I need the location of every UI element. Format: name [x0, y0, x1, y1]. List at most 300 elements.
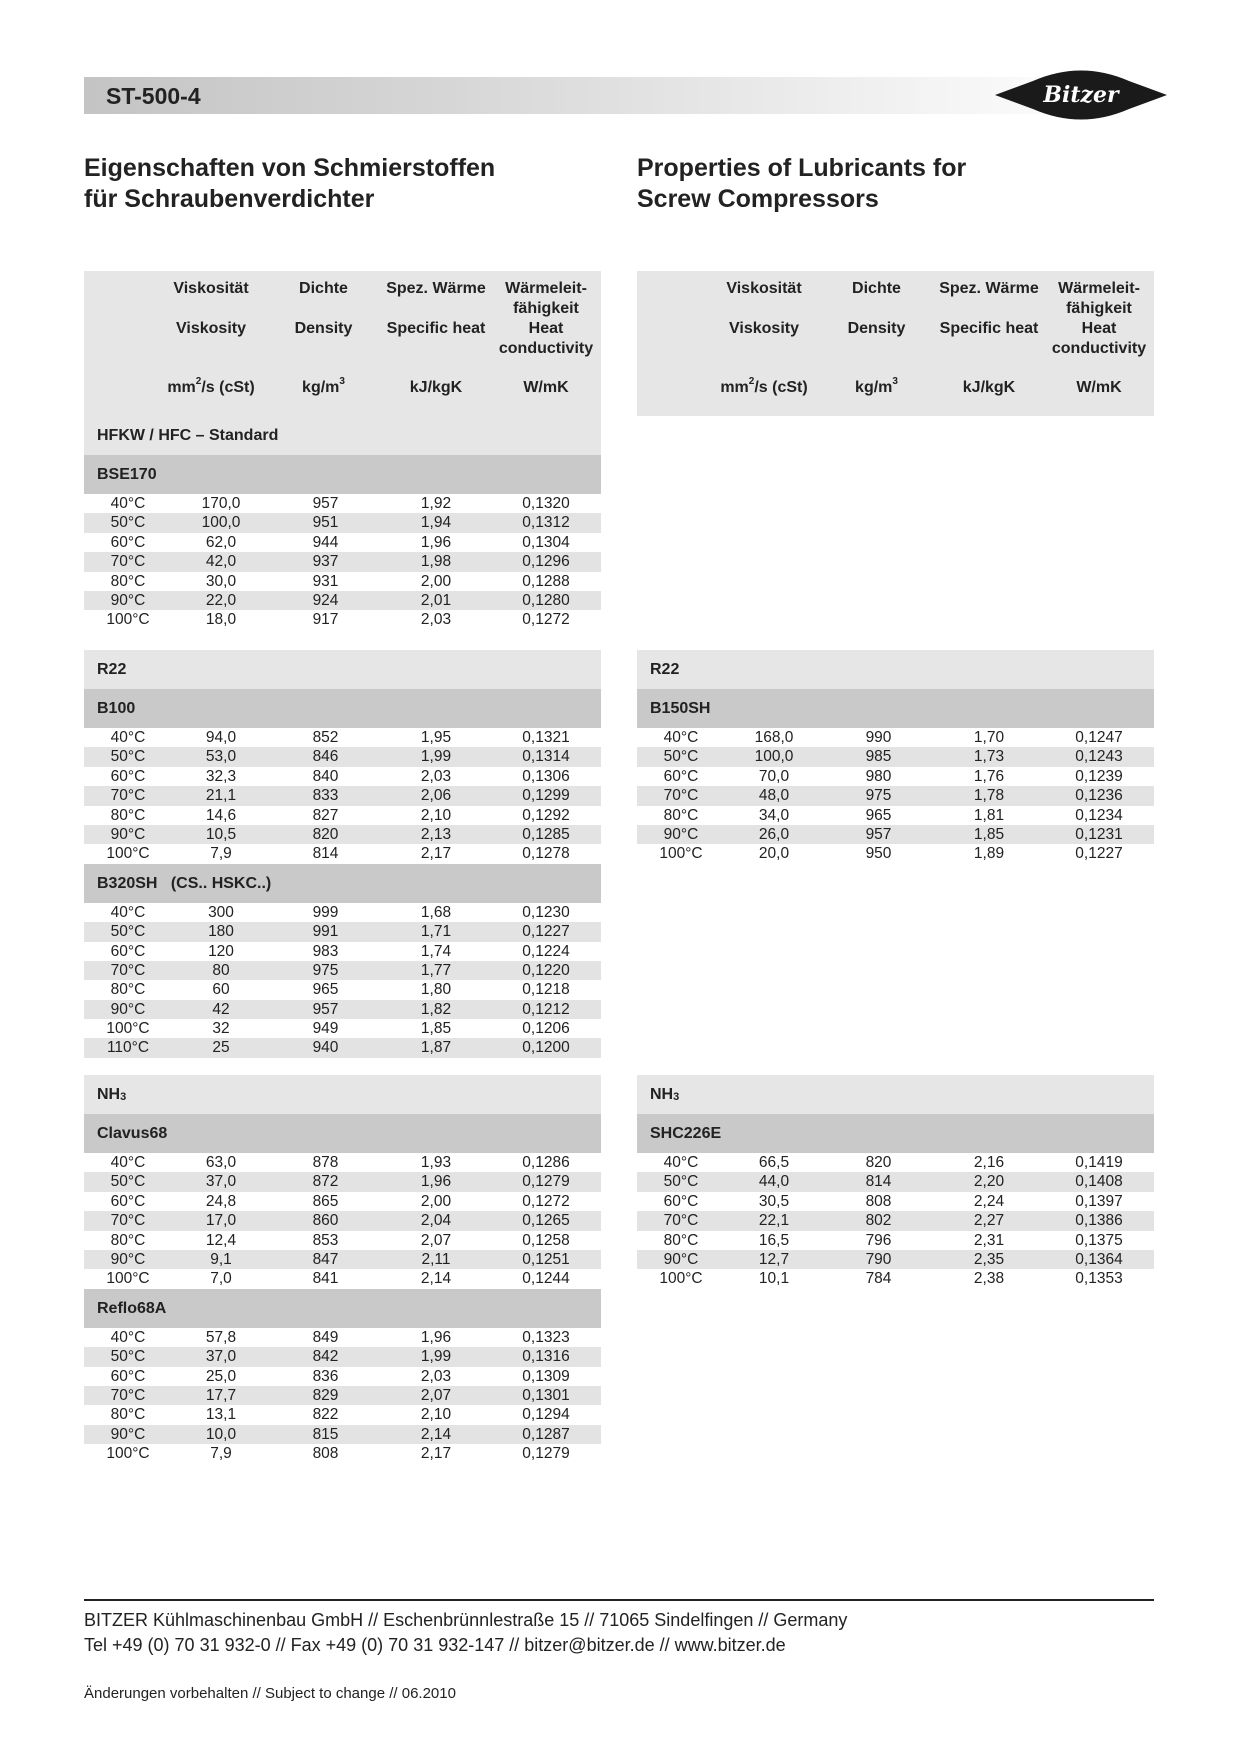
cell-density: 847	[312, 1250, 339, 1268]
unit-viscosity: $mm^2/s$ (cSt)	[720, 375, 808, 396]
cell-density: 808	[865, 1192, 892, 1210]
table-b150sh	[637, 728, 1154, 864]
table-row	[84, 1386, 601, 1405]
cell-temperature: 60°C	[663, 1192, 699, 1210]
cell-viscosity: 44,0	[758, 1173, 790, 1191]
cell-viscosity: 60	[212, 981, 230, 999]
title-english	[637, 153, 966, 215]
oil-heading-b150sh: B150SH	[637, 689, 1154, 728]
cell-conductivity: 0,1230	[522, 903, 570, 921]
table-row	[84, 980, 601, 999]
cell-conductivity: 0,1278	[522, 845, 570, 863]
cell-conductivity: 0,1312	[522, 514, 570, 532]
cell-temperature: 50°C	[110, 748, 146, 766]
cell-viscosity: 10,0	[205, 1425, 237, 1443]
table-row	[84, 942, 601, 961]
cell-temperature: 100°C	[106, 1020, 150, 1038]
cell-temperature: 80°C	[110, 1406, 146, 1424]
col-density-de: Dichte	[299, 280, 348, 297]
cell-density: 820	[865, 1154, 892, 1171]
col-conductivity-en: Heat conductivity	[1051, 320, 1147, 357]
title-german-line1: Eigenschaften von Schmierstoffen	[84, 154, 496, 182]
table-row	[637, 786, 1154, 805]
unit-density: $kg/m^3$	[855, 375, 898, 396]
cell-temperature: 90°C	[110, 1000, 146, 1018]
cell-conductivity: 0,1212	[522, 1000, 570, 1018]
cell-temperature: 80°C	[110, 1231, 146, 1249]
footer-address: BITZER Kühlmaschinenbau GmbH // Eschenbrünnlestraße 15 // 71065 Sindelfingen // Germany	[84, 1610, 848, 1630]
cell-temperature: 70°C	[110, 553, 146, 571]
cell-density: 965	[865, 806, 892, 824]
cell-specific-heat: 2,17	[420, 845, 452, 863]
table-row	[84, 1019, 601, 1038]
cell-conductivity: 0,1316	[522, 1348, 570, 1366]
cell-density: 784	[865, 1270, 892, 1288]
col-specific-heat-en: Specific heat	[939, 320, 1039, 337]
table-row	[637, 1192, 1154, 1211]
cell-viscosity: 30,5	[758, 1192, 790, 1210]
cell-specific-heat: 2,31	[973, 1231, 1005, 1249]
cell-viscosity: 168,0	[754, 729, 794, 746]
cell-temperature: 100°C	[659, 1270, 703, 1288]
table-row	[84, 961, 601, 980]
cell-viscosity: 22,0	[205, 591, 237, 609]
cell-viscosity: 80	[212, 961, 230, 979]
table-row	[84, 494, 601, 513]
cell-density: 924	[312, 591, 339, 609]
cell-density: 865	[312, 1192, 339, 1210]
cell-conductivity: 0,1234	[1075, 806, 1123, 824]
cell-density: 937	[312, 553, 339, 571]
table-row	[84, 1444, 601, 1463]
unit-density: $kg/m^3$	[302, 375, 345, 396]
cell-conductivity: 0,1227	[522, 923, 570, 941]
document-id: ST-500-4	[106, 83, 201, 109]
table-row	[84, 747, 601, 766]
cell-viscosity: 57,8	[205, 1328, 237, 1346]
cell-temperature: 70°C	[663, 787, 699, 805]
table-row	[84, 806, 601, 825]
cell-temperature: 80°C	[110, 981, 146, 999]
cell-viscosity: 120	[208, 942, 234, 960]
cell-conductivity: 0,1218	[522, 981, 570, 999]
table-row	[637, 825, 1154, 844]
cell-specific-heat: 2,38	[973, 1270, 1005, 1288]
table-row	[84, 922, 601, 941]
table-row	[84, 786, 601, 805]
table-row	[84, 1269, 601, 1288]
table-row	[637, 1153, 1154, 1172]
table-row	[637, 1211, 1154, 1230]
cell-conductivity: 0,1408	[1075, 1173, 1123, 1191]
col-viscosity-de: Viskosität	[173, 280, 249, 297]
cell-density: 814	[312, 845, 339, 863]
cell-temperature: 70°C	[110, 961, 146, 979]
cell-specific-heat: 2,00	[420, 572, 452, 590]
table-row	[84, 825, 601, 844]
cell-viscosity: 7,9	[210, 1445, 232, 1463]
cell-specific-heat: 2,01	[420, 591, 452, 609]
unit-specific-heat: kJ/kgK	[962, 379, 1016, 396]
cell-temperature: 90°C	[110, 825, 146, 843]
table-row	[637, 1231, 1154, 1250]
cell-viscosity: 12,7	[758, 1250, 790, 1268]
cell-density: 822	[312, 1406, 339, 1424]
cell-conductivity: 0,1280	[522, 591, 570, 609]
col-specific-heat-de: Spez. Wärme	[939, 280, 1039, 297]
cell-density: 949	[312, 1020, 339, 1038]
cell-specific-heat: 1,92	[420, 495, 452, 512]
cell-conductivity: 0,1227	[1075, 845, 1123, 863]
table-row	[84, 513, 601, 532]
cell-density: 980	[865, 767, 892, 785]
table-row	[84, 1153, 601, 1172]
table-row	[84, 1405, 601, 1424]
cell-specific-heat: 1,74	[420, 942, 452, 960]
cell-viscosity: 32,3	[205, 767, 237, 785]
cell-viscosity: 34,0	[758, 806, 790, 824]
logo-wordmark: Bitzer	[1043, 82, 1119, 108]
cell-temperature: 50°C	[110, 1173, 146, 1191]
cell-conductivity: 0,1247	[1075, 729, 1123, 746]
cell-viscosity: 24,8	[205, 1192, 237, 1210]
col-density-en: Density	[294, 320, 353, 337]
cell-density: 917	[312, 611, 339, 629]
col-density-en: Density	[847, 320, 906, 337]
oil-heading-bse170: BSE170	[84, 455, 601, 494]
cell-density: 846	[312, 748, 339, 766]
cell-conductivity: 0,1323	[522, 1328, 570, 1346]
table-row	[84, 591, 601, 610]
cell-viscosity: 42,0	[205, 553, 237, 571]
table-row	[84, 844, 601, 863]
cell-temperature: 70°C	[663, 1212, 699, 1230]
table-row	[637, 844, 1154, 863]
cell-specific-heat: 1,81	[973, 806, 1005, 824]
cell-conductivity: 0,1244	[522, 1270, 570, 1288]
cell-conductivity: 0,1272	[522, 611, 570, 629]
cell-viscosity: 26,0	[758, 825, 790, 843]
table-row	[84, 1211, 601, 1230]
cell-specific-heat: 2,17	[420, 1445, 452, 1463]
cell-viscosity: 70,0	[758, 767, 790, 785]
cell-density: 860	[312, 1212, 339, 1230]
cell-specific-heat: 1,78	[973, 787, 1005, 805]
cell-conductivity: 0,1287	[522, 1425, 570, 1443]
table-row	[637, 806, 1154, 825]
cell-specific-heat: 2,03	[420, 611, 452, 629]
table-row	[637, 728, 1154, 747]
cell-temperature: 60°C	[110, 533, 146, 551]
cell-temperature: 90°C	[663, 825, 699, 843]
unit-conductivity: W/mK	[523, 379, 569, 396]
panel-nh3-left	[84, 1075, 601, 1463]
table-reflo68a	[84, 1328, 601, 1464]
table-row	[84, 1231, 601, 1250]
cell-viscosity: 21,1	[205, 787, 237, 805]
col-viscosity-en: Viskosity	[176, 320, 246, 337]
cell-specific-heat: 1,94	[420, 514, 452, 532]
cell-viscosity: 20,0	[758, 845, 790, 863]
cell-conductivity: 0,1364	[1075, 1250, 1123, 1268]
group-heading-hfc: HFKW / HFC – Standard	[84, 416, 601, 455]
panel-nh3-right	[637, 1075, 1154, 1289]
group-heading-r22: R22	[637, 650, 1154, 689]
cell-viscosity: 12,4	[205, 1231, 237, 1249]
panel-r22-left	[84, 650, 601, 1058]
cell-conductivity: 0,1294	[522, 1406, 570, 1424]
cell-temperature: 40°C	[110, 903, 146, 921]
table-row	[637, 747, 1154, 766]
cell-specific-heat: 2,27	[973, 1212, 1005, 1230]
cell-density: 940	[312, 1039, 339, 1057]
table-row	[84, 1192, 601, 1211]
cell-specific-heat: 1,87	[420, 1039, 452, 1057]
cell-density: 990	[865, 729, 892, 746]
col-viscosity-de: Viskosität	[726, 280, 802, 297]
footer-note: Änderungen vorbehalten // Subject to change // 06.2010	[84, 1685, 456, 1702]
cell-viscosity: 94,0	[205, 729, 237, 746]
cell-specific-heat: 2,06	[420, 787, 452, 805]
cell-temperature: 40°C	[663, 729, 699, 746]
cell-conductivity: 0,1224	[522, 942, 570, 960]
cell-density: 931	[312, 572, 339, 590]
table-row	[84, 1172, 601, 1191]
cell-specific-heat: 1,80	[420, 981, 452, 999]
cell-viscosity: 180	[208, 923, 234, 941]
cell-conductivity: 0,1272	[522, 1192, 570, 1210]
cell-density: 957	[865, 825, 892, 843]
unit-conductivity: W/mK	[1076, 379, 1122, 396]
cell-specific-heat: 1,85	[973, 825, 1005, 843]
cell-conductivity: 0,1292	[522, 806, 570, 824]
cell-density: 957	[312, 1000, 339, 1018]
cell-temperature: 50°C	[663, 748, 699, 766]
cell-specific-heat: 1,89	[973, 845, 1005, 863]
cell-viscosity: 25,0	[205, 1367, 237, 1385]
cell-temperature: 90°C	[110, 591, 146, 609]
cell-temperature: 80°C	[110, 806, 146, 824]
cell-specific-heat: 1,70	[973, 729, 1005, 746]
cell-viscosity: 53,0	[205, 748, 237, 766]
cell-specific-heat: 1,96	[420, 1173, 452, 1191]
cell-density: 814	[865, 1173, 892, 1191]
title-english-line2: Screw Compressors	[637, 185, 879, 213]
oil-heading-clavus68: Clavus68	[84, 1114, 601, 1153]
table-row	[84, 767, 601, 786]
cell-viscosity: 16,5	[758, 1231, 790, 1249]
table-row	[84, 610, 601, 629]
cell-viscosity: 14,6	[205, 806, 237, 824]
cell-specific-heat: 2,04	[420, 1212, 452, 1230]
cell-density: 957	[312, 495, 339, 512]
cell-specific-heat: 2,00	[420, 1192, 452, 1210]
table-row	[637, 767, 1154, 786]
cell-conductivity: 0,1279	[522, 1445, 570, 1463]
cell-density: 991	[312, 923, 339, 941]
cell-density: 827	[312, 806, 339, 824]
table-clavus68	[84, 1153, 601, 1289]
cell-temperature: 70°C	[110, 1386, 146, 1404]
cell-specific-heat: 1,77	[420, 961, 452, 979]
table-shc226e	[637, 1153, 1154, 1289]
table-row	[84, 1000, 601, 1019]
unit-specific-heat: kJ/kgK	[409, 379, 463, 396]
cell-conductivity: 0,1301	[522, 1386, 570, 1404]
cell-conductivity: 0,1286	[522, 1154, 570, 1171]
cell-temperature: 60°C	[663, 767, 699, 785]
table-row	[84, 1250, 601, 1269]
oil-heading-b100: B100	[84, 689, 601, 728]
cell-density: 975	[312, 961, 339, 979]
title-german	[84, 153, 495, 215]
cell-specific-heat: 2,13	[420, 825, 452, 843]
cell-specific-heat: 1,76	[973, 767, 1005, 785]
table-row	[84, 572, 601, 591]
table-row	[637, 1172, 1154, 1191]
cell-conductivity: 0,1320	[522, 495, 570, 512]
cell-density: 983	[312, 942, 339, 960]
cell-conductivity: 0,1296	[522, 553, 570, 571]
footer-rule	[84, 1599, 1154, 1601]
cell-temperature: 90°C	[110, 1250, 146, 1268]
cell-viscosity: 32	[212, 1020, 230, 1038]
cell-conductivity: 0,1288	[522, 572, 570, 590]
col-conductivity-en: Heat conductivity	[498, 320, 594, 357]
table-row	[84, 903, 601, 922]
cell-viscosity: 17,7	[205, 1386, 237, 1404]
cell-viscosity: 300	[208, 903, 234, 921]
cell-temperature: 90°C	[110, 1425, 146, 1443]
cell-specific-heat: 1,71	[420, 923, 452, 941]
column-header-right	[637, 271, 1154, 416]
table-row	[84, 1367, 601, 1386]
cell-viscosity: 7,0	[210, 1270, 232, 1288]
cell-conductivity: 0,1243	[1075, 748, 1123, 766]
cell-specific-heat: 1,68	[420, 903, 452, 921]
cell-density: 841	[312, 1270, 339, 1288]
title-german-line2: für Schraubenverdichter	[84, 185, 375, 213]
cell-temperature: 100°C	[106, 611, 150, 629]
cell-temperature: 70°C	[110, 787, 146, 805]
cell-temperature: 100°C	[659, 845, 703, 863]
cell-conductivity: 0,1231	[1075, 825, 1123, 843]
footer-contact: Tel +49 (0) 70 31 932-0 // Fax +49 (0) 70 31 932-147 // bitzer@bitzer.de // www.bitzer.de	[84, 1635, 786, 1655]
cell-specific-heat: 2,16	[973, 1154, 1005, 1171]
cell-conductivity: 0,1314	[522, 748, 570, 766]
cell-specific-heat: 1,73	[973, 748, 1005, 766]
cell-temperature: 60°C	[110, 1192, 146, 1210]
cell-density: 852	[312, 729, 339, 746]
cell-density: 802	[865, 1212, 892, 1230]
cell-specific-heat: 2,07	[420, 1386, 452, 1404]
cell-specific-heat: 2,10	[420, 806, 452, 824]
cell-viscosity: 48,0	[758, 787, 790, 805]
cell-density: 950	[865, 845, 892, 863]
col-density-de: Dichte	[852, 280, 901, 297]
header-bar	[84, 77, 1114, 114]
cell-specific-heat: 1,98	[420, 553, 452, 571]
oil-heading-shc226e: SHC226E	[637, 1114, 1154, 1153]
cell-density: 829	[312, 1386, 339, 1404]
cell-viscosity: 18,0	[205, 611, 237, 629]
table-row	[84, 728, 601, 747]
cell-density: 951	[312, 514, 339, 532]
oil-heading-reflo68a: Reflo68A	[84, 1289, 601, 1328]
cell-density: 790	[865, 1250, 892, 1268]
cell-conductivity: 0,1299	[522, 787, 570, 805]
cell-viscosity: 42	[212, 1000, 230, 1018]
group-heading-nh3: $NH_3$	[637, 1075, 1154, 1114]
cell-conductivity: 0,1200	[522, 1039, 570, 1057]
cell-conductivity: 0,1353	[1075, 1270, 1123, 1288]
cell-conductivity: 0,1258	[522, 1231, 570, 1249]
cell-viscosity: 9,1	[210, 1250, 232, 1268]
cell-temperature: 40°C	[663, 1154, 699, 1171]
cell-conductivity: 0,1309	[522, 1367, 570, 1385]
cell-density: 878	[312, 1154, 339, 1171]
cell-conductivity: 0,1206	[522, 1020, 570, 1038]
table-bse170	[84, 494, 601, 630]
cell-conductivity: 0,1251	[522, 1250, 570, 1268]
col-specific-heat-en: Specific heat	[386, 320, 486, 337]
cell-density: 999	[312, 903, 339, 921]
cell-specific-heat: 2,14	[420, 1270, 452, 1288]
cell-temperature: 100°C	[106, 1445, 150, 1463]
cell-conductivity: 0,1265	[522, 1212, 570, 1230]
cell-specific-heat: 2,11	[421, 1250, 451, 1268]
table-row	[84, 1425, 601, 1444]
cell-temperature: 100°C	[106, 845, 150, 863]
panel-hfc	[84, 416, 601, 630]
group-heading-nh3: $NH_3$	[84, 1075, 601, 1114]
cell-temperature: 50°C	[110, 514, 146, 532]
cell-temperature: 70°C	[110, 1212, 146, 1230]
cell-temperature: 40°C	[110, 1328, 146, 1346]
table-b100	[84, 728, 601, 864]
cell-density: 796	[865, 1231, 892, 1249]
cell-conductivity: 0,1386	[1075, 1212, 1123, 1230]
cell-viscosity: 30,0	[205, 572, 237, 590]
cell-density: 833	[312, 787, 339, 805]
cell-temperature: 60°C	[110, 1367, 146, 1385]
col-conductivity-de: Wärmeleit- fähigkeit	[505, 280, 587, 317]
cell-temperature: 80°C	[110, 572, 146, 590]
cell-viscosity: 63,0	[205, 1154, 237, 1171]
oil-heading-b320sh: B320SH (CS.. HSKC..)	[84, 864, 601, 903]
unit-viscosity: $mm^2/s$ (cSt)	[167, 375, 255, 396]
cell-temperature: 90°C	[663, 1250, 699, 1268]
cell-viscosity: 17,0	[205, 1212, 237, 1230]
cell-specific-heat: 1,96	[420, 1328, 452, 1346]
cell-density: 872	[312, 1173, 339, 1191]
cell-density: 965	[312, 981, 339, 999]
cell-viscosity: 22,1	[758, 1212, 790, 1230]
cell-conductivity: 0,1304	[522, 533, 570, 551]
column-header-left	[84, 271, 601, 416]
cell-conductivity: 0,1397	[1075, 1192, 1123, 1210]
cell-density: 815	[312, 1425, 339, 1443]
cell-density: 842	[312, 1348, 339, 1366]
table-b320sh	[84, 903, 601, 1058]
bitzer-logo	[993, 64, 1169, 126]
table-row	[84, 1347, 601, 1366]
cell-specific-heat: 1,82	[420, 1000, 452, 1018]
cell-temperature: 50°C	[110, 923, 146, 941]
table-row	[84, 533, 601, 552]
cell-conductivity: 0,1375	[1075, 1231, 1123, 1249]
cell-density: 975	[865, 787, 892, 805]
